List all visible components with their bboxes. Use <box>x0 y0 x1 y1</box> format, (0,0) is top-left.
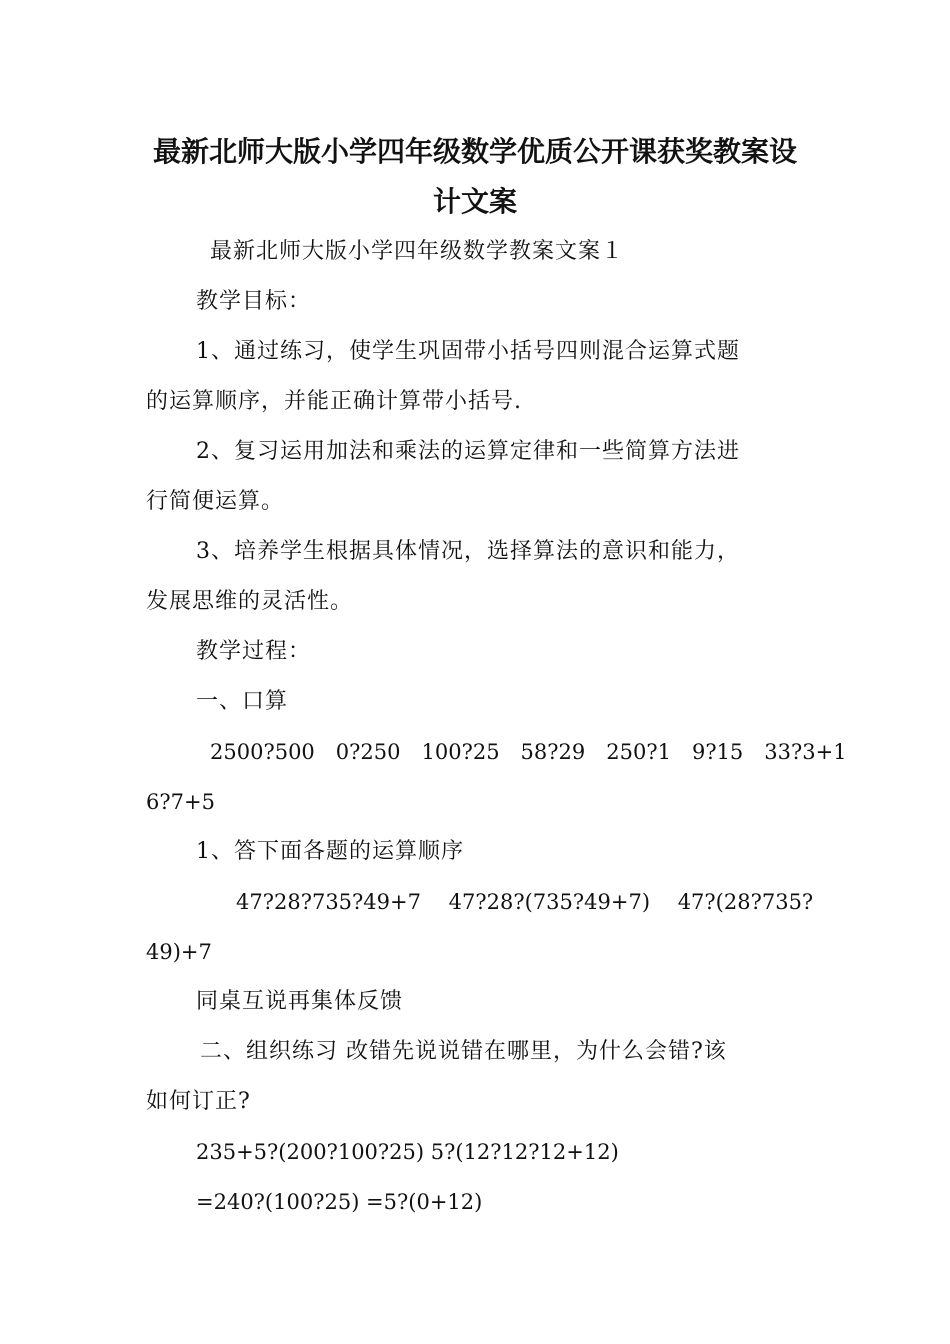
exercise-1-line-2: 49)+7 <box>146 940 212 964</box>
document-title-line-2: 计文案 <box>432 185 517 218</box>
goal-1-line-1: 1、通过练习，使学生巩固带小括号四则混合运算式题 <box>196 339 740 364</box>
section-oral-calculation: 一、口算 <box>196 689 289 714</box>
exercise-1-heading: 1、答下面各题的运算顺序 <box>196 839 464 864</box>
goal-2-line-1: 2、复习运用加法和乘法的运算定律和一些简算方法进 <box>196 439 740 464</box>
oral-calc-line-2: 6?7+5 <box>146 790 215 814</box>
exercise-1-line-1: 47?28?735?49+7 47?28?(735?49+7) 47?(28?735? <box>236 890 814 914</box>
document-title-line-1: 最新北师大版小学四年级数学优质公开课获奖教案设 <box>152 135 797 168</box>
goal-3-line-1: 3、培养学生根据具体情况，选择算法的意识和能力， <box>196 539 740 564</box>
goal-3-line-2: 发展思维的灵活性。 <box>146 589 354 614</box>
section-organized-practice-line-2: 如何订正? <box>146 1089 251 1114</box>
correction-line-2: =240?(100?25) =5?(0+12) <box>196 1190 483 1214</box>
heading-teaching-process: 教学过程： <box>196 639 312 664</box>
subtitle-lesson-plan: 最新北师大版小学四年级数学教案文案１ <box>210 239 625 264</box>
correction-line-1: 235+5?(200?100?25) 5?(12?12?12+12) <box>196 1140 619 1164</box>
goal-2-line-2: 行简便运算。 <box>146 489 285 514</box>
goal-1-line-2: 的运算顺序，并能正确计算带小括号. <box>146 389 522 414</box>
section-organized-practice-line-1: 二、组织练习 改错先说说错在哪里，为什么会错?该 <box>200 1039 727 1064</box>
peer-feedback-note: 同桌互说再集体反馈 <box>196 989 404 1014</box>
oral-calc-line-1: 2500?500 0?250 100?25 58?29 250?1 9?15 33?3+1 <box>210 740 847 764</box>
heading-teaching-goals: 教学目标： <box>196 289 312 314</box>
